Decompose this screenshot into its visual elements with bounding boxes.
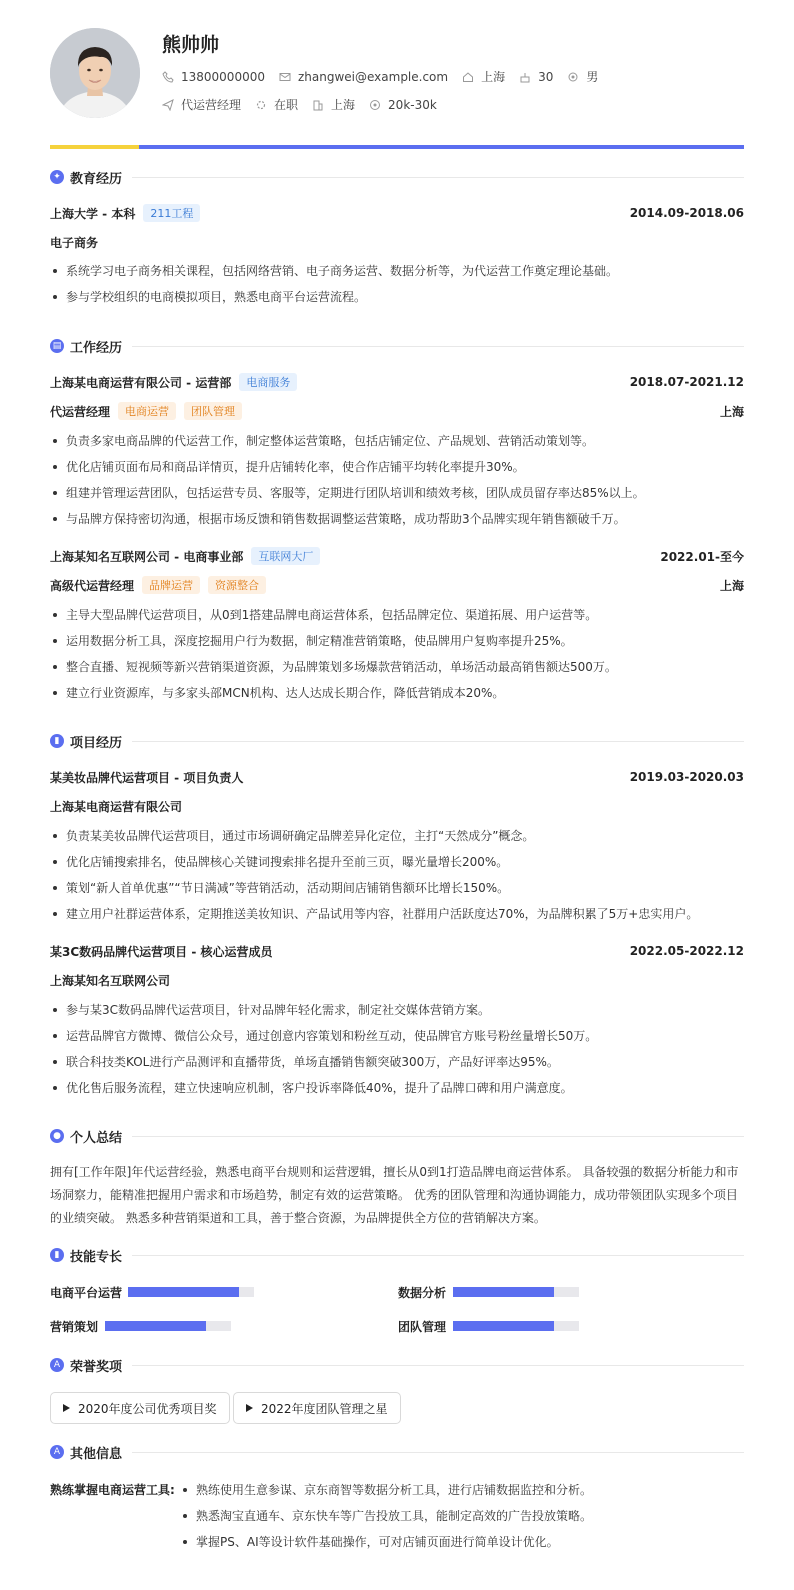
list-item: 与品牌方保持密切沟通，根据市场反馈和销售数据调整运营策略，成功帮助3个品牌实现年销售额破千万。	[50, 510, 744, 528]
bar-chart-icon: ▮	[50, 734, 64, 748]
education-header	[50, 204, 744, 222]
major-row	[50, 233, 744, 251]
list-item: 熟练使用生意参谋、京东商智等数据分析工具，进行店铺数据监控和分析。	[180, 1481, 744, 1499]
education-section-title: ✦ 教育经历	[50, 167, 744, 187]
school-tag: 211工程	[143, 204, 200, 222]
list-item: 熟悉淘宝直通车、京东快车等广告投放工具，能制定高效的广告投放策略。	[180, 1507, 744, 1525]
bar-chart-icon: ▮	[50, 1248, 64, 1262]
phone-text: 13800000000	[181, 69, 265, 84]
mail-icon	[279, 71, 291, 83]
list-item: 掌握PS、AI等设计软件基础操作，可对店铺页面进行简单设计优化。	[180, 1533, 744, 1551]
role-tag: 团队管理	[184, 402, 242, 420]
phone-item	[162, 70, 265, 84]
divider-blue	[139, 145, 744, 149]
list-item: 主导大型品牌代运营项目，从0到1搭建品牌电商运营体系，包括品牌定位、渠道拓展、用户运营等。	[50, 606, 744, 624]
age-text: 30	[538, 69, 554, 84]
skill-bar	[105, 1321, 231, 1331]
list-item: 负责某美妆品牌代运营项目，通过市场调研确定品牌差异化定位，主打“天然成分”概念。	[50, 827, 744, 845]
work-section-title: ▤ 工作经历	[50, 336, 744, 356]
major: 电子商务	[50, 235, 99, 250]
email-item	[279, 70, 448, 84]
honors-section-title: A 荣誉奖项	[50, 1355, 744, 1375]
list-item: 建立行业资源库，与多家头部MCN机构、达人达成长期合作，降低营销成本20%。	[50, 684, 744, 702]
salary-icon	[369, 99, 381, 111]
position-text: 代运营经理	[181, 98, 242, 112]
profile-header	[50, 28, 744, 120]
salary-text: 20k-30k	[388, 97, 437, 112]
role-tag: 资源整合	[208, 576, 266, 594]
cake-icon	[519, 71, 531, 83]
skill-fill	[105, 1321, 206, 1331]
skill-fill	[128, 1287, 239, 1297]
summary-text: 拥有[工作年限]年代运营经验，熟悉电商平台规则和运营逻辑，擅长从0到1打造品牌电商运营体系。 具备较强的数据分析能力和市场洞察力，能精准把握用户需求和市场趋势，制定有效的运营策略。 优秀的团队管理和沟通协调能力，成功带领团队实现多个项目的业绩突破。 熟悉多种营销渠道和工具，善于整合资源，为品牌提供全方位的营销解决方案。	[50, 1165, 739, 1225]
info-icon: A	[50, 1445, 64, 1459]
projects-section-title: ▮ 项目经历	[50, 731, 744, 751]
briefcase-icon: ▤	[50, 339, 64, 353]
skill-item	[50, 1283, 254, 1301]
candidate-name: 熊帅帅	[162, 34, 220, 56]
project-org: 上海某电商运营有限公司	[50, 799, 183, 814]
company-tag: 互联网大厂	[251, 547, 320, 565]
skill-bar	[453, 1321, 579, 1331]
project-org-row	[50, 971, 744, 989]
skill-name: 电商平台运营	[50, 1285, 123, 1300]
job-header	[50, 547, 744, 565]
gender-text: 男	[586, 70, 599, 84]
skill-fill	[453, 1321, 554, 1331]
graduation-cap-icon: ✦	[50, 170, 64, 184]
list-item: 优化店铺搜索排名，使品牌核心关键词搜索排名提升至前三页，曝光量增长200%。	[50, 853, 744, 871]
skill-name: 营销策划	[50, 1319, 99, 1334]
status-text: 在职	[274, 98, 299, 112]
play-icon	[246, 1404, 253, 1412]
user-icon: ●	[50, 1129, 64, 1143]
list-item: 建立用户社群运营体系，定期推送美妆知识、产品试用等内容，社群用户活跃度达70%，为品牌积累了5万+忠实用户。	[50, 905, 744, 923]
job-period: 2022.01-至今	[660, 549, 744, 564]
skill-bar	[128, 1287, 254, 1297]
role-tag: 电商运营	[118, 402, 176, 420]
award-label: 2020年度公司优秀项目奖	[78, 1401, 217, 1416]
project-header	[50, 942, 744, 960]
send-icon	[162, 99, 174, 111]
salary-item	[369, 98, 437, 112]
skill-item	[50, 1317, 231, 1335]
phone-icon	[162, 71, 174, 83]
list-item: 组建并管理运营团队，包括运营专员、客服等，定期进行团队培训和绩效考核，团队成员留存率达85%以上。	[50, 484, 744, 502]
status-icon	[255, 99, 267, 111]
job-header	[50, 373, 744, 391]
award-icon: A	[50, 1358, 64, 1372]
company-tag: 电商服务	[239, 373, 297, 391]
skill-name: 团队管理	[398, 1319, 447, 1334]
job-role: 代运营经理	[50, 404, 111, 419]
other-label: 熟练掌握电商运营工具:	[50, 1483, 175, 1497]
project-org-row	[50, 797, 744, 815]
school-name: 上海大学 - 本科	[50, 206, 136, 221]
award-chip	[233, 1392, 401, 1424]
list-item: 参与学校组织的电商模拟项目，熟悉电商平台运营流程。	[50, 288, 744, 306]
status-item	[255, 96, 298, 113]
award-label: 2022年度团队管理之星	[261, 1401, 388, 1416]
education-period: 2014.09-2018.06	[629, 206, 744, 220]
list-item: 运用数据分析工具，深度挖掘用户行为数据，制定精准营销策略，使品牌用户复购率提升25%。	[50, 632, 744, 650]
building-icon	[312, 99, 324, 111]
age-item	[519, 70, 553, 84]
summary-section-title: ● 个人总结	[50, 1126, 744, 1146]
job-location: 上海	[719, 578, 744, 593]
gender-item	[567, 68, 598, 85]
skills-section-title: ▮ 技能专长	[50, 1245, 744, 1265]
role-tag: 品牌运营	[142, 576, 200, 594]
skill-name: 数据分析	[398, 1285, 447, 1300]
company-name: 上海某电商运营有限公司 - 运营部	[50, 375, 232, 390]
avatar-image	[50, 28, 140, 118]
project-name: 某3C数码品牌代运营项目 - 核心运营成员	[50, 944, 273, 959]
skill-item	[398, 1317, 579, 1335]
list-item: 联合科技类KOL进行产品测评和直播带货，单场直播销售额突破300万，产品好评率达95%。	[50, 1053, 744, 1071]
list-item: 策划“新人首单优惠”“节日满减”等营销活动，活动期间店铺销售额环比增长150%。	[50, 879, 744, 897]
job-role-row	[50, 576, 744, 594]
list-item: 负责多家电商品牌的代运营工作，制定整体运营策略，包括店铺定位、产品规划、营销活动策划等。	[50, 432, 744, 450]
city-text: 上海	[481, 70, 506, 84]
city-item	[462, 68, 505, 85]
skill-fill	[453, 1287, 554, 1297]
home-icon	[462, 71, 474, 83]
header-divider	[50, 145, 744, 149]
contact-row	[162, 68, 612, 85]
skill-bar	[453, 1287, 579, 1297]
job-role-row	[50, 402, 744, 420]
project-org: 上海某知名互联网公司	[50, 973, 171, 988]
job-location: 上海	[719, 404, 744, 419]
avatar	[50, 28, 140, 118]
project-header	[50, 768, 744, 786]
job-intent-row	[162, 96, 451, 113]
project-period: 2019.03-2020.03	[629, 770, 744, 784]
list-item: 优化售后服务流程，建立快速响应机制，客户投诉率降低40%，提升了品牌口碑和用户满意度。	[50, 1079, 744, 1097]
work-city-item	[312, 96, 355, 113]
list-item: 运营品牌官方微博、微信公众号，通过创意内容策划和粉丝互动，使品牌官方账号粉丝量增长50万。	[50, 1027, 744, 1045]
work-city-text: 上海	[331, 98, 356, 112]
list-item: 参与某3C数码品牌代运营项目，针对品牌年轻化需求，制定社交媒体营销方案。	[50, 1001, 744, 1019]
company-name: 上海某知名互联网公司 - 电商事业部	[50, 549, 244, 564]
other-section-title: A 其他信息	[50, 1442, 744, 1462]
list-item: 系统学习电子商务相关课程，包括网络营销、电子商务运营、数据分析等，为代运营工作奠定理论基础。	[50, 262, 744, 280]
email-text: zhangwei@example.com	[297, 69, 449, 84]
position-item	[162, 96, 241, 113]
list-item: 整合直播、短视频等新兴营销渠道资源，为品牌策划多场爆款营销活动，单场活动最高销售额达500万。	[50, 658, 744, 676]
job-role: 高级代运营经理	[50, 578, 135, 593]
play-icon	[63, 1404, 70, 1412]
award-chip	[50, 1392, 230, 1424]
skill-item	[398, 1283, 579, 1301]
divider-yellow	[50, 145, 139, 149]
project-name: 某美妆品牌代运营项目 - 项目负责人	[50, 770, 244, 785]
project-period: 2022.05-2022.12	[629, 944, 744, 958]
list-item: 优化店铺页面布局和商品详情页，提升店铺转化率，使合作店铺平均转化率提升30%。	[50, 458, 744, 476]
job-period: 2018.07-2021.12	[629, 375, 744, 389]
gender-icon	[567, 71, 579, 83]
